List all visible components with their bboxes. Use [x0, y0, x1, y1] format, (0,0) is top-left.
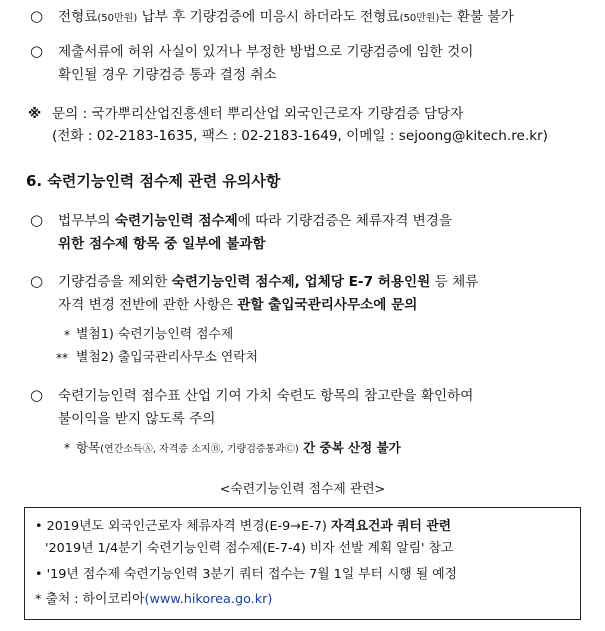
- fee-refund-text: 전형료(50만원) 납부 후 기량검증에 미응시 하더라도 전형료(50만원)는 환불 불가: [58, 9, 514, 25]
- bullet2-line1: 기량검증을 제외한 숙련기능인력 점수제, 업체당 E-7 허용인원 등 체류: [58, 274, 479, 290]
- contact-line2: (전화 : 02-2183-1635, 팩스 : 02-2183-1649, 이메일 : sejoong@kitech.re.kr): [52, 128, 548, 144]
- reference-mark: ※: [28, 106, 42, 122]
- box-item2: • '19년 점수제 숙련기능인력 3분기 쿼터 접수는 7월 1일 부터 시행 될 예정: [35, 567, 457, 582]
- false-docs-line1: 제출서류에 허위 사실이 있거나 부정한 방법으로 기량검증에 임한 것이: [58, 44, 474, 60]
- bullet3-line1: 숙련기능인력 점수표 산업 기여 가치 숙련도 항목의 참고란을 확인하여: [58, 388, 474, 404]
- bullet1-line2: 위한 점수제 항목 중 일부에 불과함: [58, 236, 266, 252]
- asterisk-mark: *: [64, 441, 70, 455]
- bullet-circle: ○: [30, 386, 44, 404]
- bullet3-line2: 불이익을 받지 않도록 주의: [58, 411, 216, 427]
- bullet-circle: ○: [30, 42, 44, 60]
- bullet-circle: ○: [30, 272, 44, 290]
- source-line: * 출처 : 하이코리아(www.hikorea.go.kr): [35, 592, 273, 607]
- box-item1-line1: • 2019년도 외국인근로자 체류자격 변경(E-9→E-7) 자격요건과 쿼터 관련: [35, 519, 452, 534]
- contact-line1: 문의 : 국가뿌리산업진흥센터 뿌리산업 외국인근로자 기량검증 담당자: [52, 106, 464, 122]
- bullet1-line1: 법무부의 숙련기능인력 점수제에 따라 기량검증은 체류자격 변경을: [58, 213, 453, 229]
- annex2-label: 별첨2) 출입국관리사무소 연락처: [76, 350, 258, 365]
- reference-box: [24, 507, 581, 620]
- annex1-label: 별첨1) 숙련기능인력 점수제: [76, 327, 234, 342]
- source-url-link[interactable]: (www.hikorea.go.kr): [144, 592, 273, 607]
- bullet-circle: ○: [30, 7, 44, 25]
- box-item1-line2: '2019년 1/4분기 숙련기능인력 점수제(E-7-4) 비자 선발 계획 알림' 참고: [45, 541, 454, 556]
- false-docs-line2: 확인될 경우 기량검증 통과 결정 취소: [58, 67, 277, 83]
- overlap-note: 항목(연간소득Ⓐ, 자격증 소지Ⓑ, 기량검증통과Ⓒ) 간 중복 산정 불가: [76, 440, 401, 455]
- asterisk-mark: *: [64, 328, 70, 342]
- bullet2-line2: 자격 변경 전반에 관한 사항은 관할 출입국관리사무소에 문의: [58, 297, 418, 313]
- section-heading: 6. 숙련기능인력 점수제 관련 유의사항: [26, 172, 281, 190]
- bullet-circle: ○: [30, 211, 44, 229]
- reference-title: <숙련기능인력 점수제 관련>: [219, 482, 386, 497]
- double-asterisk-mark: **: [56, 351, 68, 365]
